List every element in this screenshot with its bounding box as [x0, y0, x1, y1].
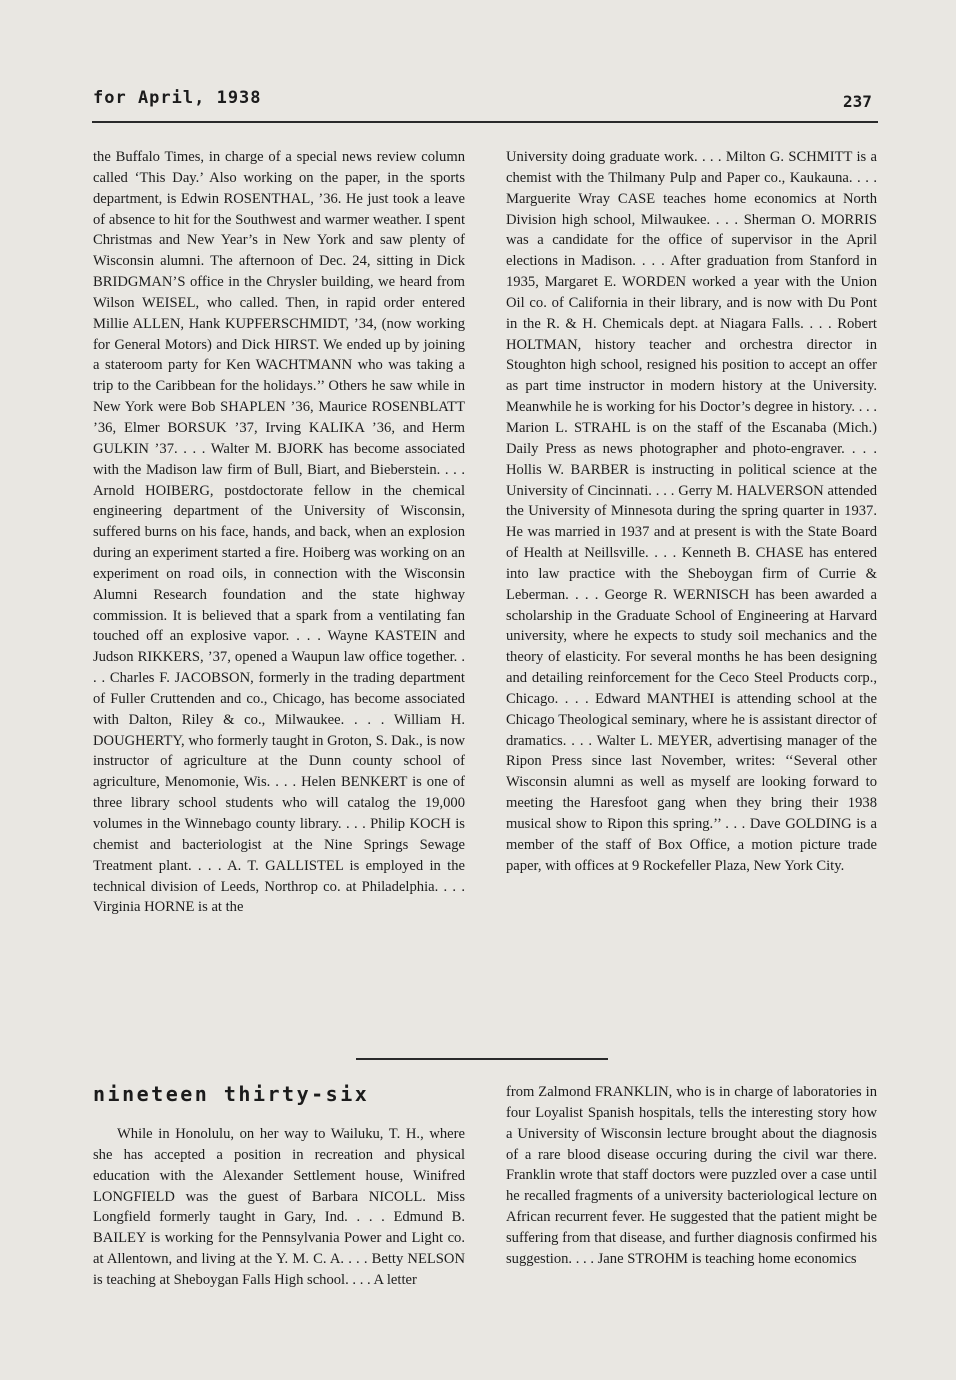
section-title: nineteen thirty-six [93, 1082, 370, 1106]
section-divider-rule [356, 1058, 608, 1060]
top-left-column-text: the Buffalo Times, in charge of a special news review column called ‘This Day.’ Also working on the paper, in the sports department, is Edwin ROSENTHAL, ’36. He just took a leave of absence to hit for the Southwest and warmer weather. I spent Christmas and New Year’s in New York and saw plenty of Wisconsin alumni. The afternoon of Dec. 24, sitting in Dick BRIDGMAN’S office in the Chrysler building, we heard from Wilson WEISEL, who called. Then, in rapid order entered Millie ALLEN, Hank KUPFERSCHMIDT, ’34, (now working for General Motors) and Dick HIRST. We ended up by joining a stateroom party for Ken WACHTMANN who was taking a trip to the Caribbean for the holidays.’’ Others he saw while in New York were Bob SHAPLEN ’36, Maurice ROSENBLATT ’36, Elmer BORSUK ’37, Irving KALIKA ’36, and Herm GULKIN ’37. . . . Walter M. BJORK has become associated with the Madison law firm of Bull, Biart, and Bieberstein. . . . Arnold HOIBERG, postdoctorate fellow in the chemical engineering department of the University of Wisconsin, suffered burns on his face, hands, and back, when an explosion during an experiment started a fire. Hoiberg was working on an experiment on road oils, in connection with the Wisconsin Alumni Research foundation and the state highway commission. It is believed that a spark from a ventilating fan touched off an explosive vapor. . . . Wayne KASTEIN and Judson RIKKERS, ’37, opened a Waupun law office together. . . . Charles F. JACOBSON, formerly in the trading department of Fuller Cruttenden and co., Chicago, has become associated with Dalton, Riley & co., Milwaukee. . . . William H. DOUGHERTY, who formerly taught in Groton, S. Dak., is now instructor of agriculture at the Dunn county school of agriculture, Menomonie, Wis. . . . Helen BENKERT is one of three library school students who will catalog the 19,000 volumes in the Winnebago county library. . . . Philip KOCH is chemist and bacteriologist at the Nine Springs Sewage Treatment plant. . . . A. T. GALLISTEL is employed in the technical division of Leeds, Northrop co. at Philadelphia. . . . Virginia HORNE is at the [93, 149, 465, 916]
running-head: for April, 1938 [93, 88, 262, 108]
header-rule [92, 121, 878, 123]
bottom-left-column-text: While in Honolulu, on her way to Wailuku, T. H., where she has accepted a position in recreation and physical education with the Alexander Settlement house, Winifred LONGFIELD was the guest of Barbara NICOLL. Miss Longfield formerly taught in Gary, Ind. . . . Edmund B. BAILEY is working for the Pennsylvania Power and Light co. at Allentown, and living at the Y. M. C. A. . . . Betty NELSON is teaching at Sheboygan Falls High school. . . . A letter [93, 1126, 465, 1288]
page-number: 237 [843, 92, 872, 111]
bottom-right-column-text: from Zalmond FRANKLIN, who is in charge of laboratories in four Loyalist Spanish hospitals, tells the interesting story how a University of Wisconsin lecture brought about the diagnosis of a rare blood disease occuring during the civil war there. Franklin wrote that staff doctors were puzzled over a case until he recalled fragments of a university bacteriological lecture on African recurrent fever. He suggested that the patient might be suffering from that disease, and further diagnosis confirmed his suggestion. . . . Jane STROHM is teaching home economics [506, 1084, 877, 1267]
top-right-column-text: University doing graduate work. . . . Milton G. SCHMITT is a chemist with the Thilmany Pulp and Paper co., Kaukauna. . . . Marguerite Wray CASE teaches home economics at North Division high school, Milwaukee. . . . Sherman O. MORRIS was a candidate for the office of supervisor in the April elections in Madison. . . . After graduation from Stanford in 1935, Margaret E. WORDEN worked a year with the Union Oil co. of California in their library, and is now with Du Pont in the R. & H. Chemicals dept. at Niagara Falls. . . . Robert HOLTMAN, history teacher and orchestra director in Stoughton high school, resigned his position to accept an offer as part time instructor in modern history at the University. Meanwhile he is working for his Doctor’s degree in history. . . . Marion L. STRAHL is on the staff of the Escanaba (Mich.) Daily Press as news photographer and photo-engraver. . . . Hollis W. BARBER is instructing in political science at the University of Cincinnati. . . . Gerry M. HALVERSON attended the University of Minnesota during the spring quarter in 1937. He was married in 1937 and at present is with the State Board of Health at Neillsville. . . . Kenneth B. CHASE has entered into law practice with the Sheboygan firm of Currie & Leberman. . . . George R. WERNISCH has been awarded a scholarship in the Graduate School of Engineering at Harvard university, where he expects to study soil mechanics and the theory of elasticity. For several months he has been designing and detailing reinforcement for the Ceco Steel Products corp., Chicago. . . . Edward MANTHEI is attending school at the Chicago Theological seminary, where he is assistant director of dramatics. . . . Walter L. MEYER, advertising manager of the Ripon Press since last November, writes: ‘‘Several other Wisconsin alumni as well as myself are looking forward to meeting the Haresfoot gang when they bring their 1938 musical show to Ripon this spring.’’ . . . Dave GOLDING is a member of the staff of Box Office, a motion picture trade paper, with offices at 9 Rockefeller Plaza, New York City. [506, 149, 877, 874]
